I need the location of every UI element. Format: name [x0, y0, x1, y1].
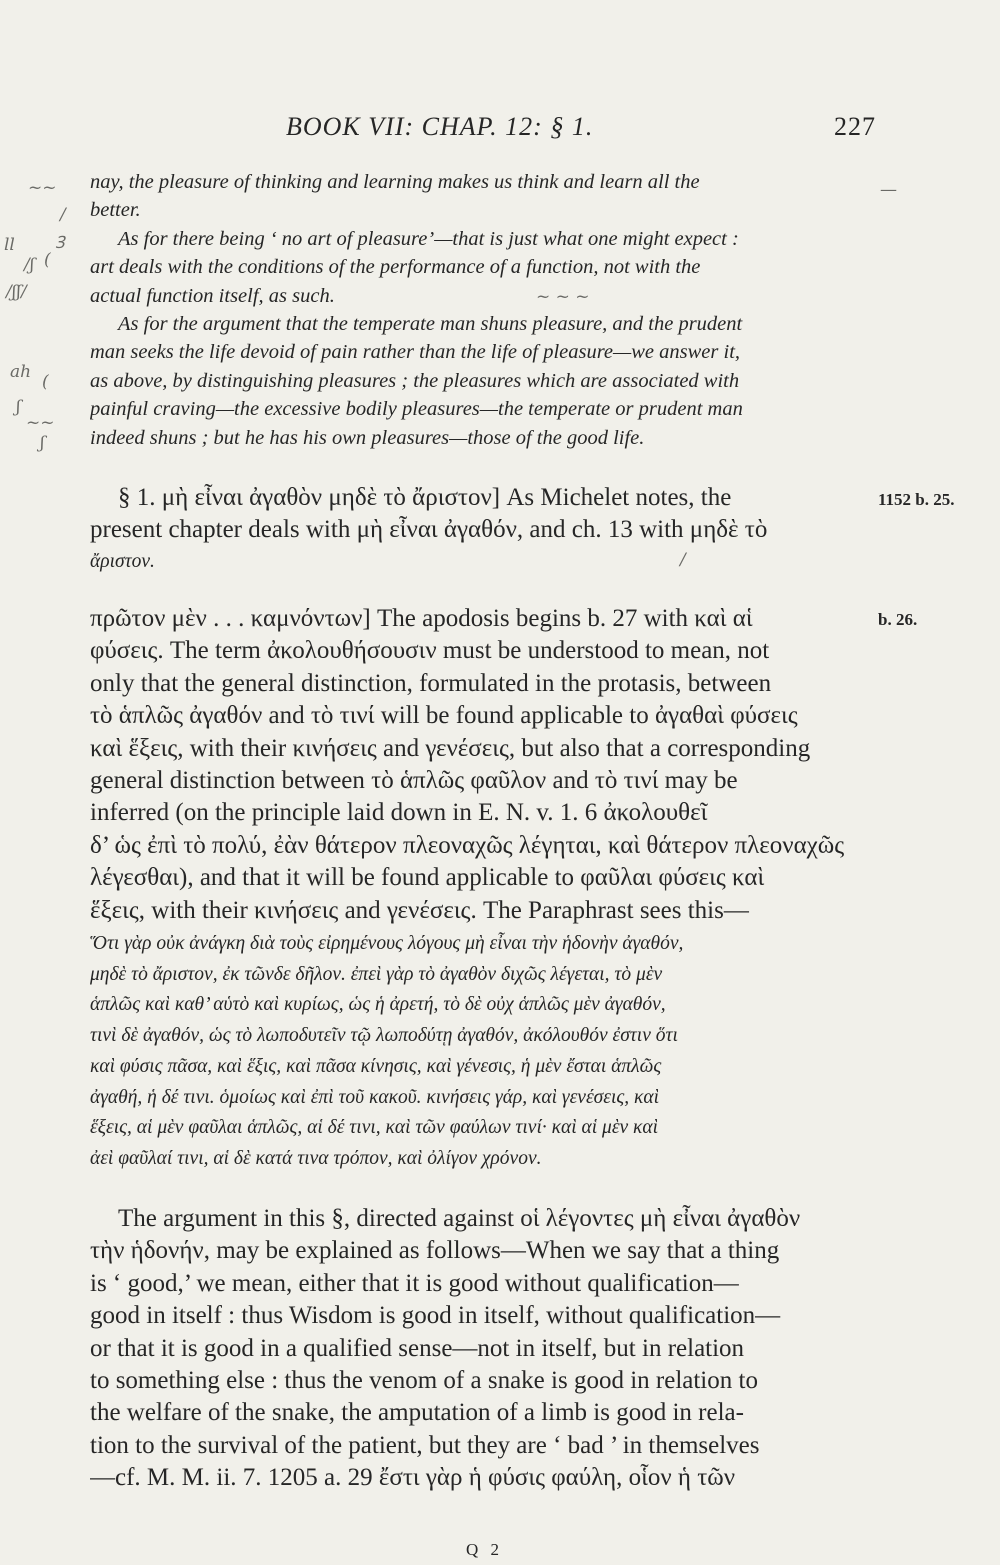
handwritten-annotation: ( — [42, 372, 49, 392]
argument-line: —cf. M. M. ii. 7. 1205 a. 29 ἔστι γὰρ ἡ φύσις φαύλη, οἷον ἡ τῶν — [90, 1464, 736, 1492]
note-line: § 1. μὴ εἶναι ἀγαθὸν μηδὲ τὸ ἄριστον] As Michelet notes, the — [118, 484, 732, 511]
argument-line: to something else : thus the venom of a snake is good in relation to — [90, 1367, 758, 1395]
note-line: ἄριστον. — [90, 550, 155, 572]
note-line: δ’ ὡς ἐπὶ τὸ πολύ, ἐὰν θάτερον πλεοναχῶς λέγηται, καὶ θάτερον πλεοναχῶς — [90, 831, 845, 859]
argument-line: τὴν ἡδονήν, may be explained as follows—When we say that a thing — [90, 1237, 780, 1265]
running-title: BOOK VII: CHAP. 12: § 1. — [286, 112, 594, 141]
argument-line: or that it is good in a qualified sense—not in itself, but in relation — [90, 1334, 745, 1362]
note-line: φύσεις. The term ἀκολουθήσουσιν must be understood to mean, not — [90, 637, 770, 665]
summary-line: man seeks the life devoid of pain rather than the life of pleasure—we answer it, — [90, 341, 741, 364]
quote-line: μηδὲ τὸ ἄριστον, ἐκ τῶνδε δῆλον. ἐπεὶ γὰρ τὸ ἀγαθὸν διχῶς λέγεται, τὸ μὲν — [90, 963, 663, 985]
handwritten-annotation: Ꝫ — [55, 233, 65, 253]
quote-line: ἁπλῶς καὶ καθ’ αὑτὸ καὶ κυρίως, ὡς ἡ ἀρετή, τὸ δὲ οὐχ ἁπλῶς μὲν ἀγαθόν, — [90, 994, 666, 1016]
summary-line: better. — [90, 199, 141, 222]
note-line: τὸ ἁπλῶς ἀγαθόν and τὸ τινί will be found applicable to ἀγαθαὶ φύσεις — [90, 702, 798, 730]
note-line: general distinction between τὸ ἁπλῶς φαῦλον and τὸ τινί may be — [90, 767, 738, 795]
handwritten-annotation: ~~ — [28, 178, 57, 198]
handwritten-annotation: ʃ — [16, 397, 21, 417]
summary-line: painful craving—the excessive bodily pleasures—the temperate or prudent man — [90, 398, 743, 421]
note-line: inferred (on the principle laid down in E. N. v. 1. 6 ἀκολουθεῖ — [90, 799, 708, 827]
note-line: λέγεσθαι), and that it will be found applicable to φαῦλαι φύσεις καὶ — [90, 864, 765, 892]
argument-line: the welfare of the snake, the amputation of a limb is good in rela- — [90, 1399, 744, 1427]
note-section-1 — [90, 482, 876, 578]
quote-line: ἀγαθή, ἡ δέ τινι. ὁμοίως καὶ ἐπὶ τοῦ κακοῦ. κινήσεις γάρ, καὶ γενέσεις, καὶ — [90, 1086, 660, 1108]
handwritten-annotation: / — [60, 205, 66, 225]
note-line: καὶ ἕξεις, with their κινήσεις and γενέσεις, but also that a corresponding — [90, 734, 811, 762]
quote-line: Ὅτι γὰρ οὐκ ἀνάγκη διὰ τοὺς εἰρημένους λόγους μὴ εἶναι τὴν ἡδονὴν ἀγαθόν, — [90, 933, 684, 954]
argument-line: The argument in this §, directed against οἱ λέγοντες μὴ εἶναι ἀγαθὸν — [118, 1205, 801, 1232]
argument-paragraph — [90, 1203, 876, 1495]
note-line: only that the general distinction, formulated in the protasis, between — [90, 669, 772, 697]
summary-line: nay, the pleasure of thinking and learning makes us think and learn all the — [90, 171, 700, 193]
handwritten-annotation: — — [880, 180, 897, 200]
argument-line: tion to the survival of the patient, but they are ‘ bad ’ in themselves — [90, 1431, 760, 1459]
handwritten-annotation: ll — [4, 235, 15, 255]
summary-block — [90, 168, 876, 452]
handwritten-annotation: ah — [10, 362, 32, 382]
note-line: πρῶτον μὲν . . . καμνόντων] The apodosis begins b. 27 with καὶ αἱ — [90, 605, 753, 632]
note-line: ἕξεις, with their κινήσεις and γενέσεις. The Paraphrast sees this— — [90, 896, 749, 924]
margin-reference: 1152 b. 25. — [878, 490, 955, 509]
page-number: 227 — [834, 112, 876, 141]
handwritten-annotation: /ʃ — [24, 255, 35, 275]
summary-line: actual function itself, as such. — [90, 284, 335, 307]
paraphrast-quotation — [90, 929, 876, 1175]
argument-line: good in itself : thus Wisdom is good in itself, without qualification— — [90, 1302, 781, 1330]
handwritten-annotation: /ʃʃ/ — [6, 282, 27, 302]
summary-line: indeed shuns ; but he has his own pleasures—those of the good life. — [90, 426, 645, 449]
argument-line: is ‘ good,’ we mean, either that it is good without qualification— — [90, 1269, 739, 1297]
note-line: present chapter deals with μὴ εἶναι ἀγαθόν, and ch. 13 with μηδὲ τὸ — [90, 516, 768, 544]
margin-reference: b. 26. — [878, 610, 918, 629]
handwritten-annotation: ( — [44, 250, 51, 270]
handwritten-annotation: ~~ — [26, 413, 55, 433]
signature-mark: Q 2 — [466, 1540, 504, 1559]
summary-line: as above, by distinguishing pleasures ; the pleasures which are associated with — [90, 369, 740, 392]
summary-line: As for the argument that the temperate man shuns pleasure, and the prudent — [118, 313, 743, 336]
handwritten-annotation: ʃ — [40, 433, 45, 453]
quote-line: τινὶ δὲ ἀγαθόν, ὡς τὸ λωποδυτεῖν τῷ λωποδύτῃ ἀγαθόν, ἀκόλουθόν ἐστιν ὅτι — [90, 1025, 678, 1047]
handwritten-annotation: ~ ~ ~ — [536, 287, 590, 307]
running-header — [286, 112, 876, 152]
summary-line: art deals with the conditions of the performance of a function, not with the — [90, 256, 701, 279]
note-apodosis — [90, 603, 876, 927]
quote-line: καὶ φύσις πᾶσα, καὶ ἕξις, καὶ πᾶσα κίνησις, καὶ γένεσις, ἡ μὲν ἔσται ἁπλῶς — [90, 1055, 662, 1077]
quote-line: ἕξεις, αἱ μὲν φαῦλαι ἁπλῶς, αἱ δέ τινι, καὶ τῶν φαύλων τινί· καὶ αἱ μὲν καὶ — [90, 1117, 659, 1139]
handwritten-annotation: / — [680, 550, 686, 570]
summary-line: As for there being ‘ no art of pleasure’—that is just what one might expect : — [118, 227, 739, 250]
quote-line: ἀεὶ φαῦλαί τινι, αἱ δὲ κατά τινα τρόπον, καὶ ὀλίγον χρόνον. — [90, 1147, 542, 1169]
